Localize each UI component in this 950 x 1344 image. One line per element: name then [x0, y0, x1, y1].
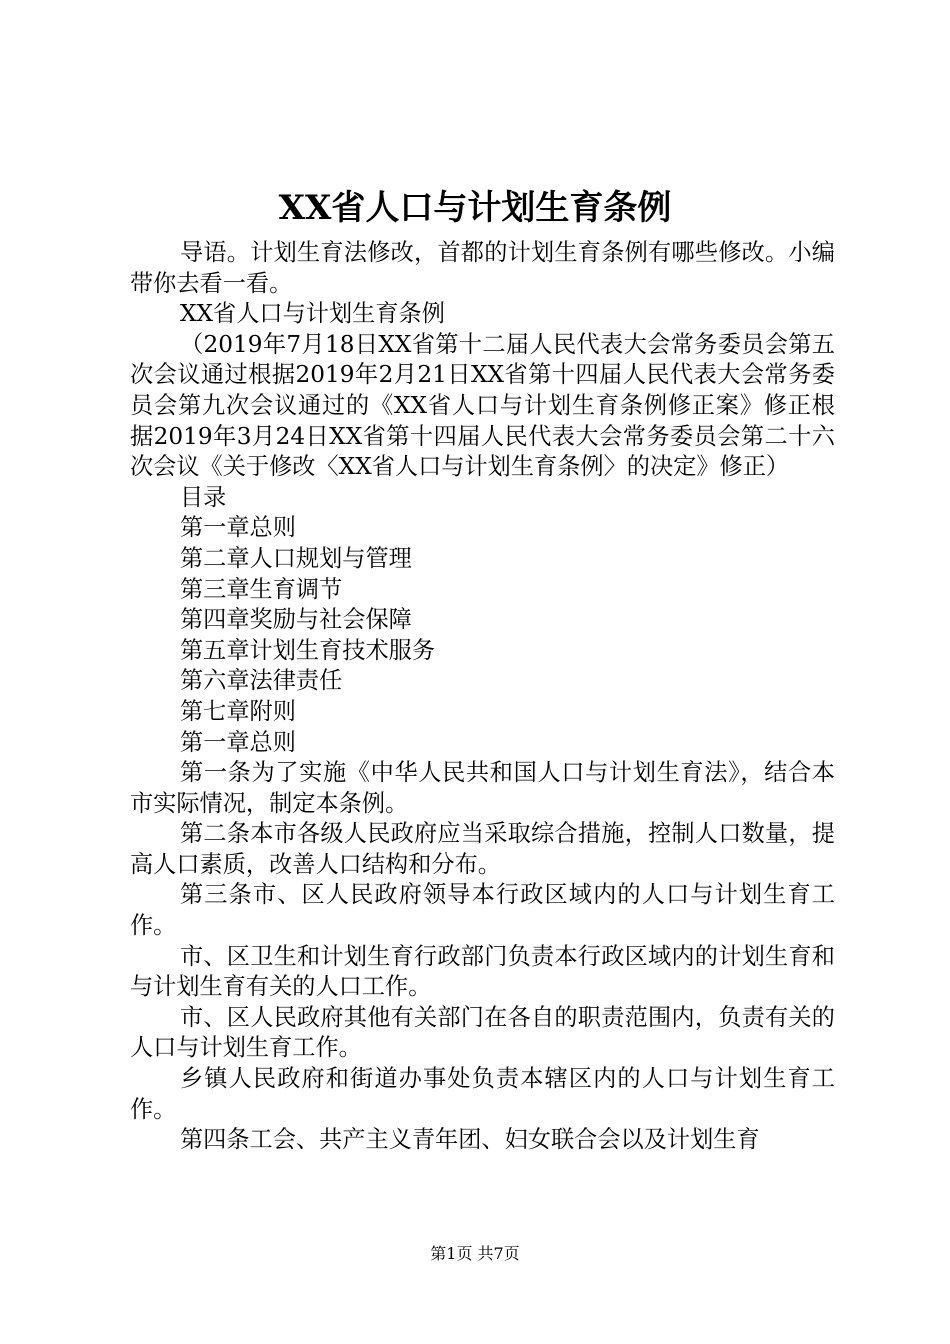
toc-item: 第三章生育调节 — [180, 575, 343, 603]
article-paragraph: 第一条为了实施《中华人民共和国人口与计划生育法》，结合本市实际情况，制定本条例。 — [130, 759, 835, 817]
intro-paragraph: 导语。计划生育法修改，首都的计划生育条例有哪些修改。小编带你去看一看。 — [130, 239, 835, 297]
toc-item: 第六章法律责任 — [180, 667, 343, 695]
toc-item: 第七章附则 — [180, 697, 296, 725]
toc-heading: 目录 — [180, 483, 227, 511]
toc-item: 第一章总则 — [180, 514, 296, 542]
article-paragraph: 乡镇人民政府和街道办事处负责本辖区内的人口与计划生育工作。 — [130, 1065, 835, 1123]
article-paragraph: 第四条工会、共产主义青年团、妇女联合会以及计划生育 — [180, 1126, 760, 1154]
toc-item: 第五章计划生育技术服务 — [180, 636, 436, 664]
page-number-footer: 第1页 共7页 — [430, 1244, 520, 1263]
article-paragraph: 市、区人民政府其他有关部门在各自的职责范围内，负责有关的人口与计划生育工作。 — [130, 1003, 835, 1062]
document-body — [130, 238, 835, 1156]
article-paragraph: 第三条市、区人民政府领导本行政区域内的人口与计划生育工作。 — [130, 881, 835, 940]
article-paragraph: 市、区卫生和计划生育行政部门负责本行政区域内的计划生育和与计划生育有关的人口工作。 — [130, 942, 835, 1001]
toc-item: 第四章奖励与社会保障 — [180, 606, 412, 634]
toc-item: 第二章人口规划与管理 — [180, 544, 412, 572]
chapter-heading: 第一章总则 — [180, 728, 296, 756]
article-paragraph: 第二条本市各级人民政府应当采取综合措施，控制人口数量，提高人口素质，改善人口结构和分布。 — [130, 820, 835, 878]
subtitle-paragraph: XX省人口与计划生育条例 — [180, 300, 445, 328]
document-title: XX省人口与计划生育条例 — [278, 188, 672, 228]
amendment-note-paragraph: （2019年7月18日XX省第十二届人民代表大会常务委员会第五次会议通过根据2019年2月21日XX省第十四届人民代表大会常务委员会第九次会议通过的《XX省人口与计划生育条例修正案》修正根据2019年3月24日XX省第十四届人民代表大会常务委员会第二十六次会议《关于修改〈XX省人口与计划生育条例〉的决定》修正） — [130, 330, 835, 481]
